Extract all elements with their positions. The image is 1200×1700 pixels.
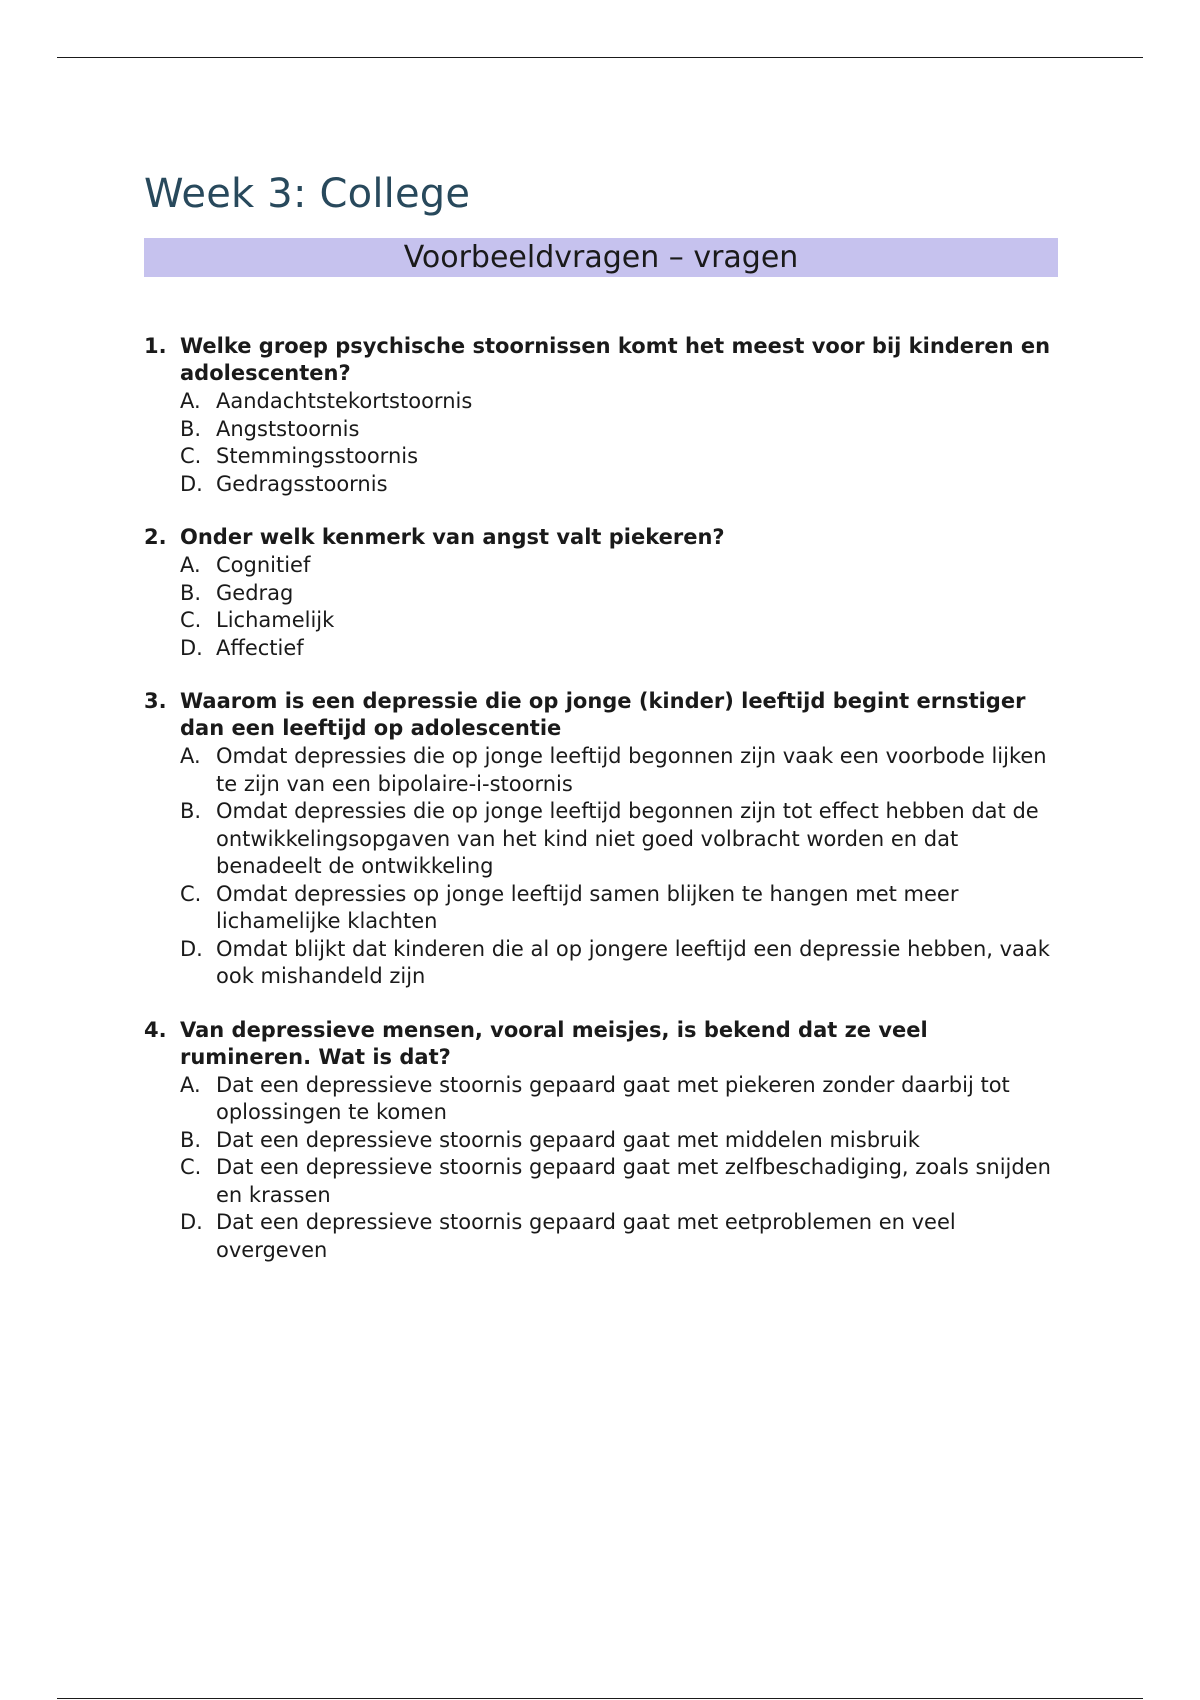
page-content <box>144 170 1058 1290</box>
option-text: Dat een depressieve stoornis gepaard gaat met middelen misbruik <box>216 1127 920 1152</box>
option-item <box>180 388 1058 416</box>
option-text: Cognitief <box>216 553 311 577</box>
option-letter: B. <box>180 580 202 605</box>
option-letter: D. <box>180 635 203 660</box>
option-list <box>180 1072 1058 1265</box>
question-text: Van depressieve mensen, vooral meisjes, is bekend dat ze veel rumineren. Wat is dat? <box>180 1017 928 1069</box>
option-letter: B. <box>180 416 202 441</box>
option-list <box>180 388 1058 498</box>
option-item <box>180 798 1058 881</box>
option-text: Affectief <box>216 635 304 660</box>
section-heading: Voorbeeldvragen – vragen <box>144 238 1058 277</box>
question-text: Onder welk kenmerk van angst valt piekeren? <box>180 525 725 549</box>
question-number: 3. <box>144 689 167 713</box>
question-number: 1. <box>144 334 167 358</box>
option-text: Omdat depressies op jonge leeftijd samen blijken te hangen met meer lichamelijke klachten <box>216 881 959 933</box>
option-text: Omdat depressies die op jonge leeftijd begonnen zijn tot effect hebben dat de ontwikkelingsopgaven van het kind niet goed volbracht worden en dat benadeelt de ontwikkeling <box>216 799 1039 878</box>
option-letter: A. <box>180 744 201 768</box>
question-item <box>144 333 1058 498</box>
option-text: Omdat depressies die op jonge leeftijd begonnen zijn vaak een voorbode lijken te zijn van een bipolaire-i-stoornis <box>216 744 1047 796</box>
option-letter: D. <box>180 1210 203 1234</box>
header-rule <box>57 57 1143 58</box>
option-letter: C. <box>180 881 202 906</box>
option-item <box>180 416 1058 444</box>
option-item <box>180 1072 1058 1127</box>
question-item <box>144 688 1058 991</box>
option-item <box>180 635 1058 663</box>
option-item <box>180 580 1058 608</box>
option-item <box>180 936 1058 991</box>
option-item <box>180 1209 1058 1264</box>
question-item <box>144 1017 1058 1265</box>
option-letter: B. <box>180 1127 202 1152</box>
option-list <box>180 743 1058 991</box>
option-letter: A. <box>180 1072 201 1097</box>
option-text: Dat een depressieve stoornis gepaard gaat met zelfbeschadiging, zoals snijden en krassen <box>216 1155 1051 1207</box>
option-list <box>180 552 1058 662</box>
option-letter: C. <box>180 444 202 468</box>
option-item <box>180 443 1058 471</box>
footer-rule <box>57 1698 1143 1699</box>
option-item <box>180 471 1058 499</box>
option-letter: A. <box>180 389 201 413</box>
option-letter: C. <box>180 1155 202 1179</box>
option-item <box>180 881 1058 936</box>
option-text: Lichamelijk <box>216 608 335 632</box>
option-letter: C. <box>180 608 202 632</box>
option-letter: D. <box>180 936 203 961</box>
question-number: 2. <box>144 525 167 549</box>
page-title: Week 3: College <box>144 171 471 217</box>
option-text: Dat een depressieve stoornis gepaard gaat met eetproblemen en veel overgeven <box>216 1210 956 1262</box>
question-text: Welke groep psychische stoornissen komt het meest voor bij kinderen en adolescenten? <box>180 334 1051 385</box>
option-text: Dat een depressieve stoornis gepaard gaat met piekeren zonder daarbij tot oplossingen te komen <box>216 1072 1010 1124</box>
question-text: Waarom is een depressie die op jonge (kinder) leeftijd begint ernstiger dan een leeftijd op adolescentie <box>180 689 1026 740</box>
option-item <box>180 607 1058 635</box>
option-text: Aandachtstekortstoornis <box>216 389 473 413</box>
question-list <box>144 333 1058 1264</box>
option-letter: A. <box>180 553 201 577</box>
option-letter: D. <box>180 471 203 496</box>
option-text: Angststoornis <box>216 416 360 441</box>
option-letter: B. <box>180 799 202 823</box>
option-item <box>180 552 1058 580</box>
option-text: Stemmingsstoornis <box>216 444 419 468</box>
question-number: 4. <box>144 1017 167 1042</box>
question-item <box>144 524 1058 662</box>
option-item <box>180 1127 1058 1155</box>
option-item <box>180 743 1058 798</box>
option-text: Gedrag <box>216 580 294 605</box>
option-text: Omdat blijkt dat kinderen die al op jongere leeftijd een depressie hebben, vaak ook mishandeld zijn <box>216 936 1050 988</box>
option-item <box>180 1154 1058 1209</box>
option-text: Gedragsstoornis <box>216 471 388 496</box>
